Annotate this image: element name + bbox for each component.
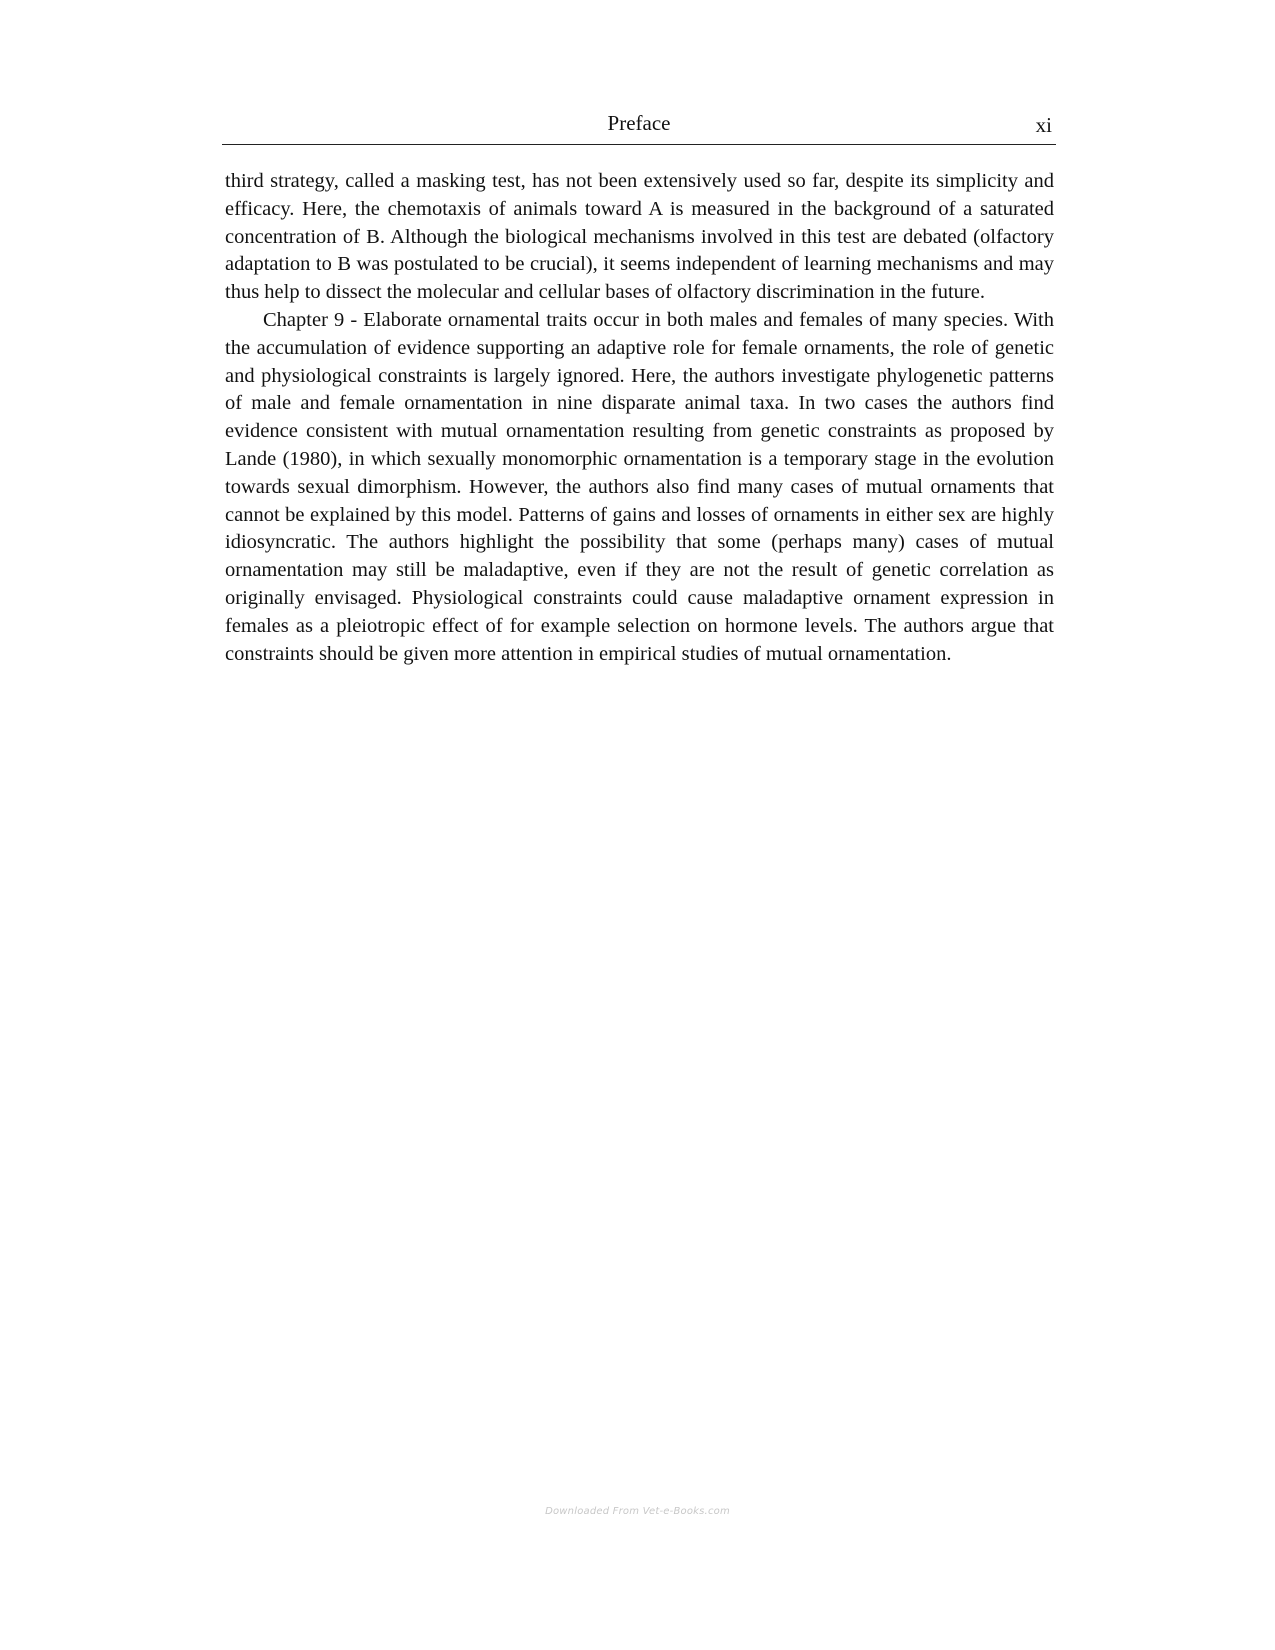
body-text [225,168,1054,668]
paragraph-chapter-9: Chapter 9 - Elaborate ornamental traits occur in both males and females of many species. With the accumulation of evidence supporting an adaptive role for female ornaments, the role of genetic and physiological constraints is largely ignored. Here, the authors investigate phylogenetic patterns of male and female ornamentation in nine disparate animal taxa. In two cases the authors find evidence consistent with mutual ornamentation resulting from genetic constraints as proposed by Lande (1980), in which sexually monomorphic ornamentation is a temporary stage in the evolution towards sexual dimorphism. However, the authors also find many cases of mutual ornaments that cannot be explained by this model. Patterns of gains and losses of ornaments in either sex are highly idiosyncratic. The authors highlight the possibility that some (perhaps many) cases of mutual ornamentation may still be maladaptive, even if they are not the result of genetic correlation as originally envisaged. Physiological constraints could cause maladaptive ornament expression in females as a pleiotropic effect of for example selection on hormone levels. The authors argue that constraints should be given more attention in empirical studies of mutual ornamentation. [225,308,1054,665]
running-header [222,104,1056,145]
page-number: xi [1035,113,1052,137]
running-title: Preface [607,111,671,135]
download-watermark: Downloaded From Vet-e-Books.com [545,1506,730,1517]
paragraph-continued: third strategy, called a masking test, has not been extensively used so far, despite its simplicity and efficacy. Here, the chemotaxis of animals toward A is measured in the background of a saturated concentration of B. Although the biological mechanisms involved in this test are debated (olfactory adaptation to B was postulated to be crucial), it seems independent of learning mechanisms and may thus help to dissect the molecular and cellular bases of olfactory discrimination in the future. [225,170,1054,304]
